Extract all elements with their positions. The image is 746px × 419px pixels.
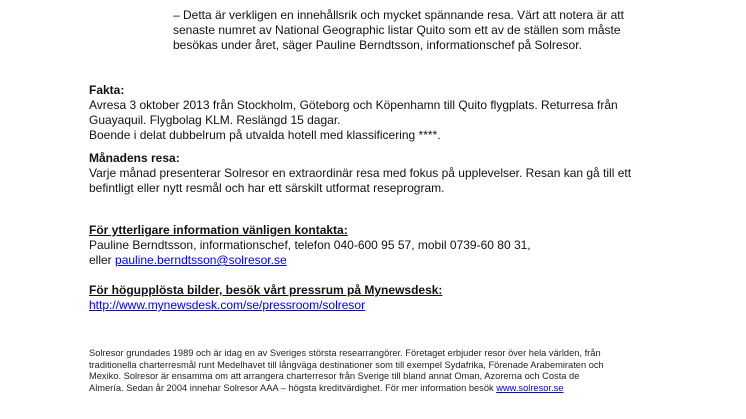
manadens-resa-section xyxy=(89,151,689,196)
pressroom-link[interactable]: http://www.mynewsdesk.com/se/pressroom/solresor xyxy=(89,298,366,312)
manadens-resa-line: Varje månad presenterar Solresor en extraordinär resa med fokus på upplevelser. Resan kan gå till ett xyxy=(89,166,632,180)
pressroom-line xyxy=(89,298,689,313)
fakta-line: Avresa 3 oktober 2013 från Stockholm, Göteborg och Köpenhamn till Quito flygplats. Returresa från xyxy=(89,98,618,112)
quote-line: – Detta är verkligen en innehållsrik och mycket spännande resa. Värt att notera är att xyxy=(173,8,624,22)
website-link[interactable]: www.solresor.se xyxy=(496,382,564,393)
manadens-resa-heading: Månadens resa: xyxy=(89,151,180,165)
quote-line: besökas under året, säger Pauline Berndtsson, informationschef på Solresor. xyxy=(173,38,582,52)
kontakt-section xyxy=(89,223,689,268)
manadens-resa-line: befintligt eller nytt resmål och har ett särskilt utformat reseprogram. xyxy=(89,181,445,195)
email-link[interactable]: pauline.berndtsson@solresor.se xyxy=(115,253,287,267)
kontakt-details: Pauline Berndtsson, informationschef, telefon 040-600 95 57, mobil 0739-60 80 31, xyxy=(89,238,531,252)
fakta-section xyxy=(89,83,689,143)
footer-line: traditionella charterresmål runt Medelhavet till långväga destinationer som till exempel Sydafrika, Förenade Arabemiraten och xyxy=(89,359,604,370)
footer-last-line-text: Almería. Sedan år 2004 innehar Solresor AAA – högsta kreditvärdighet. För mer information besök xyxy=(89,382,497,393)
footer-line: Mexiko. Solresor är ensamma om att arrangera charterresor från Sverige till bland annat Oman, Azorerna och Costa de xyxy=(89,371,580,382)
quote-line: senaste numret av National Geographic listar Quito som ett av de ställen som måste xyxy=(173,23,621,37)
quote-paragraph xyxy=(173,8,643,53)
footer-boilerplate xyxy=(89,348,629,394)
bilder-heading: För högupplösta bilder, besök vårt pressrum på Mynewsdesk: xyxy=(89,283,443,297)
kontakt-heading: För ytterligare information vänligen kontakta: xyxy=(89,223,348,237)
bilder-section xyxy=(89,283,689,313)
footer-line: Solresor grundades 1989 och är idag en av Sveriges största researrangörer. Företaget erbjuder resor över hela världen, från xyxy=(89,348,601,358)
fakta-line: Boende i delat dubbelrum på utvalda hotell med klassificering ****. xyxy=(89,128,441,142)
kontakt-email-prefix: eller xyxy=(89,253,116,267)
footer-line xyxy=(89,383,629,395)
fakta-heading: Fakta: xyxy=(89,83,125,97)
fakta-line: Guayaquil. Flygbolag KLM. Reslängd 15 dagar. xyxy=(89,113,341,127)
kontakt-email-line xyxy=(89,253,689,268)
